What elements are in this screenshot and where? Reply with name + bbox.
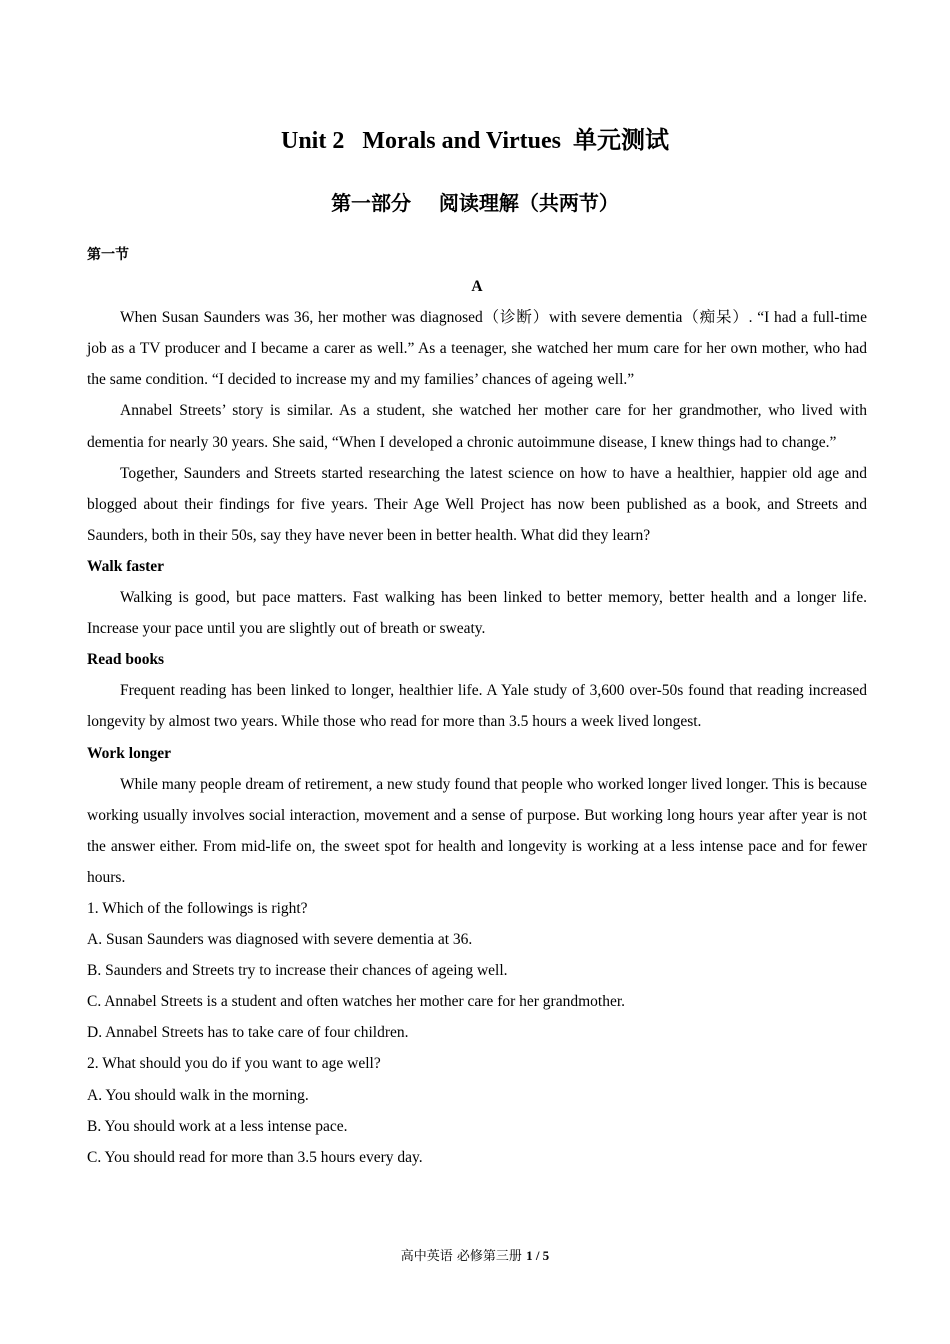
question-1 <box>87 893 867 1048</box>
question-2 <box>87 1048 867 1172</box>
page-footer <box>0 1245 950 1264</box>
passage-letter: A <box>471 278 483 296</box>
answer-option: C. Annabel Streets is a student and often watches her mother care for her grandmother. <box>87 993 626 1011</box>
answer-option: C. You should read for more than 3.5 hours every day. <box>87 1148 423 1166</box>
answer-option: B. Saunders and Streets try to increase their chances of ageing well. <box>87 962 508 980</box>
subheading-work-longer: Work longer <box>87 744 171 762</box>
passage-paragraph-6: While many people dream of retirement, a new study found that people who worked longer lived longer. This is because working usually involves social interaction, movement and a sense of purpose. But working long hours year after year is not the answer either. From mid-life on, the sweet spot for health and longevity is working at a less intense pace and for fewer hours. <box>87 775 867 886</box>
page-title: Unit 2 Morals and Virtues 单元测试 <box>280 128 669 154</box>
answer-option: D. Annabel Streets has to take care of four children. <box>87 1024 409 1042</box>
passage-paragraph-3: Together, Saunders and Streets started researching the latest science on how to have a healthier, happier old age and blogged about their findings for five years. Their Age Well Project has now been published as a book, and Streets and Saunders, both in their 50s, say they have never been in better health. What did they learn? <box>87 464 867 544</box>
passage-paragraph-1: When Susan Saunders was 36, her mother was diagnosed（诊断）with severe dementia（痴呆）. “I had a full-time job as a TV producer and I became a carer as well.” As a teenager, she watched her mum care for her own mother, who had the same condition. “I decided to increase my and my families’ chances of ageing well.” <box>87 309 867 389</box>
passage-paragraph-4: Walking is good, but pace matters. Fast walking has been linked to better memory, better health and a longer life. Increase your pace until you are slightly out of breath or sweaty. <box>87 589 867 638</box>
footer-text: 高中英语 必修第三册 <box>400 1249 527 1264</box>
page-number: 1 / 5 <box>526 1248 550 1263</box>
answer-option: B. You should work at a less intense pace. <box>87 1117 348 1135</box>
subheading-read-books: Read books <box>87 651 165 669</box>
answer-option: A. Susan Saunders was diagnosed with severe dementia at 36. <box>87 931 473 949</box>
section-label: 第一节 <box>87 247 129 263</box>
passage-paragraph-5: Frequent reading has been linked to longer, healthier life. A Yale study of 3,600 over-50s found that reading increased longevity by almost two years. While those who read for more than 3.5 hours a week lived longest. <box>87 682 867 731</box>
answer-option: A. You should walk in the morning. <box>87 1086 309 1104</box>
document-content <box>87 240 867 1173</box>
subheading-walk-faster: Walk faster <box>87 557 165 575</box>
part-title: 第一部分 阅读理解（共两节） <box>331 191 619 215</box>
question-stem: 2. What should you do if you want to age well? <box>87 1055 381 1073</box>
question-stem: 1. Which of the followings is right? <box>87 899 308 917</box>
passage-paragraph-2: Annabel Streets’ story is similar. As a student, she watched her mother care for her grandmother, who lived with dementia for nearly 30 years. She said, “When I developed a chronic autoimmune disease, I knew things had to change.” <box>87 402 867 451</box>
